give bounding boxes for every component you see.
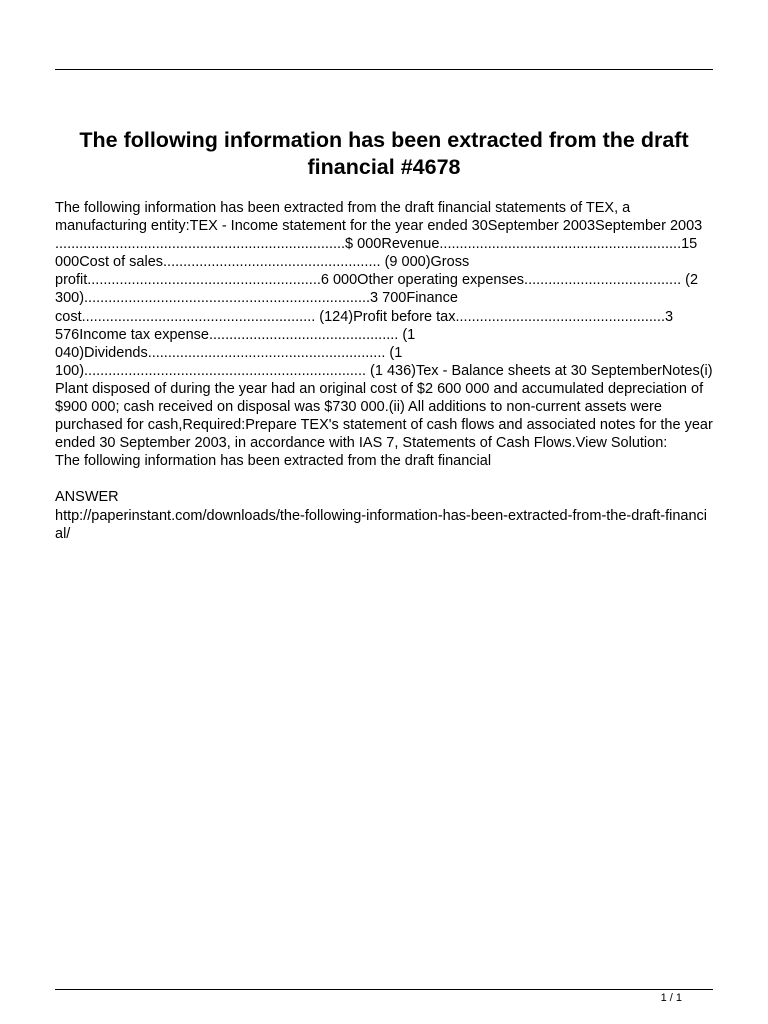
paragraph-spacer	[55, 470, 715, 488]
answer-label: ANSWER	[55, 489, 119, 506]
top-rule	[55, 69, 713, 70]
answer-link[interactable]: http://paperinstant.com/downloads/the-following-information-has-been-extracted-from-the-draft-financial/	[55, 507, 708, 542]
question-text: The following information has been extracted from the draft financial statements of TEX, a manufacturing entity:TEX - Income statement for the year ended 30September 2003September 2003 ........................................................................$ 000Revenue............................................................15 000Cost of sales...................................................... (9 000)Gross profit..........................................................6 000Other operating expenses....................................... (2 300).......................................................................3 700Finance cost.......................................................... (124)Profit before tax....................................................3 576Income tax expense............................................... (1 040)Dividends........................................................... (1 100)...................................................................... (1 436)Tex - Balance sheets at 30 SeptemberNotes(i) Plant disposed of during the year had an original cost of $2 600 000 and accumulated depreciation of $900 000; cash received on disposal was $730 000.(ii) All additions to non-current assets were purchased for cash,Required:Prepare TEX's statement of cash flows and associated notes for the year ended 30 September 2003, in accordance with IAS 7, Statements of Cash Flows.View Solution:	[55, 200, 713, 452]
document-title: The following information has been extracted from the draft financial #4678	[79, 128, 689, 179]
summary-line: The following information has been extracted from the draft financial	[55, 453, 492, 470]
document-body	[55, 199, 715, 543]
bottom-rule	[55, 989, 713, 990]
page-indicator: 1 / 1	[660, 992, 682, 1004]
